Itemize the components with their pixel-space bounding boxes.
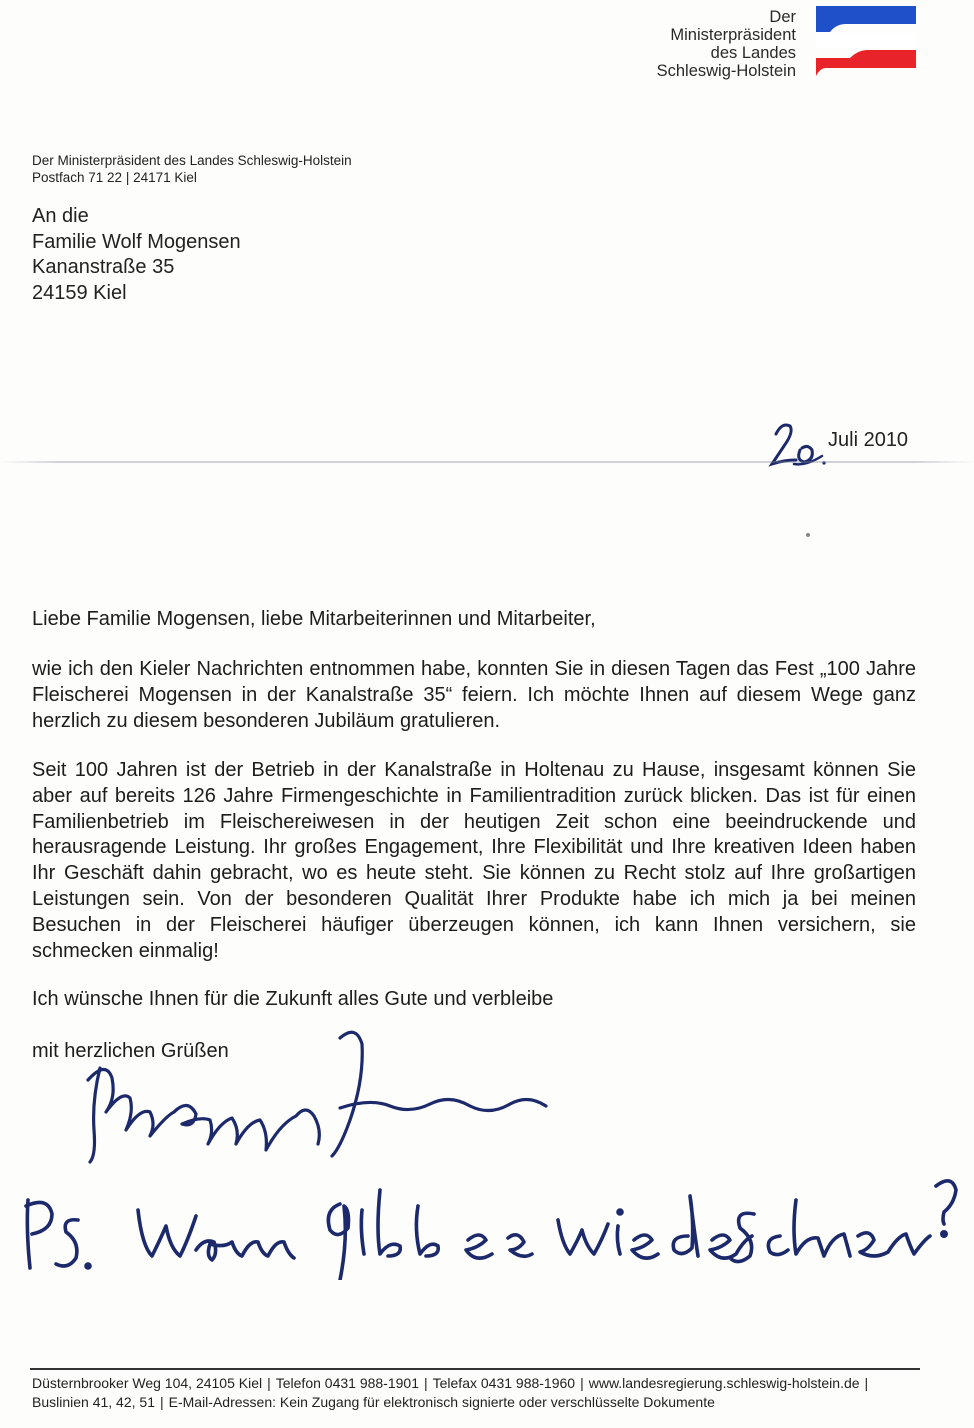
footer-divider	[30, 1368, 920, 1370]
letter-date: Juli 2010	[828, 429, 909, 451]
footer-phone: Telefon 0431 988-1901	[275, 1375, 419, 1391]
footer-line-2: Buslinien 41, 42, 51 | E-Mail-Adressen: Kein Zugang für elektronisch signierte oder verschlüsselte Dokumente	[32, 1393, 715, 1410]
letterhead-title	[657, 8, 796, 80]
recipient-line-4: 24159 Kiel	[32, 281, 127, 304]
fold-line	[0, 461, 974, 463]
letter-salutation	[32, 607, 916, 633]
salutation-text: Liebe Familie Mogensen, liebe Mitarbeiterinnen und Mitarbeiter,	[32, 608, 596, 630]
footer-fax: Telefax 0431 988-1960	[432, 1375, 576, 1391]
paragraph-1-text: wie ich den Kieler Nachrichten entnommen habe, konnten Sie in diesen Tagen das Fest „100 Jahre Fleischerei Mogensen in der Kanalstraße 35“ feiern. Ich möchte Ihnen auf diesem Wege ganz herzlich zu diesem besonderen Jubiläum gratulieren.	[32, 658, 916, 732]
recipient-line-3: Kananstraße 35	[32, 256, 175, 278]
footer-website: www.landesregierung.schleswig-holstein.de	[588, 1375, 860, 1391]
footer-email-note: E-Mail-Adressen: Kein Zugang für elektronisch signierte oder verschlüsselte Dokumente	[168, 1393, 715, 1410]
letterhead-line-2: Ministerpräsident	[670, 26, 796, 44]
footer-bus-lines: Buslinien 41, 42, 51	[32, 1393, 155, 1410]
sender-line-2: Postfach 71 22 | 24171 Kiel	[32, 170, 197, 185]
letterhead-line-1: Der	[769, 8, 796, 26]
letter-paragraph-1	[32, 657, 916, 734]
sender-line-1: Der Ministerpräsident des Landes Schleswig-Holstein	[32, 153, 352, 168]
closing-text: Ich wünsche Ihnen für die Zukunft alles Gute und verbleibe	[32, 988, 554, 1010]
recipient-line-2: Familie Wolf Mogensen	[32, 230, 241, 253]
sender-return-address	[32, 152, 352, 186]
state-flag-logo	[810, 2, 918, 82]
handwritten-postscript	[18, 1170, 968, 1280]
paragraph-2-text: Seit 100 Jahren ist der Betrieb in der Kanalstraße in Holtenau zu Hause, insgesamt können Sie aber auf bereits 126 Jahre Firmengeschichte in Familientradition zurück blicken. Das ist für einen Familienbetrieb im Fleischereiwesen in der heutigen Zeit schon eine beeindruckende und herausragende Leistung. Ihr großes Engagement, Ihre Flexibilität und Ihre kreativen Ideen haben Ihr Geschäft dahin gebracht, wo es heute steht. Sie können zu Recht stolz auf Ihre großartigen Leistungen sein. Von der besonderen Qualität Ihrer Produkte habe ich mich ja bei meinen Besuchen in der Fleischerei häufiger überzeugen können, ich kann Ihnen versichern, sie schmecken einmalig!	[32, 759, 916, 962]
paper-speck	[806, 533, 810, 537]
letter-closing	[32, 987, 916, 1013]
letter-paragraph-2	[32, 758, 916, 964]
recipient-line-1: An die	[32, 205, 89, 227]
letterhead-line-4: Schleswig-Holstein	[656, 62, 796, 80]
recipient-address	[32, 204, 241, 306]
footer-line-1: Düsternbrooker Weg 104, 24105 Kiel | Telefon 0431 988-1901 | Telefax 0431 988-1960 | www.landesregierung.schleswig-holstein.de |	[32, 1375, 869, 1391]
regards-text: mit herzlichen Grüßen	[32, 1040, 229, 1062]
footer-address: Düsternbrooker Weg 104, 24105 Kiel	[32, 1375, 263, 1391]
footer	[32, 1374, 873, 1411]
letterhead-line-3: des Landes	[710, 44, 796, 62]
handwritten-signature	[70, 1020, 560, 1170]
